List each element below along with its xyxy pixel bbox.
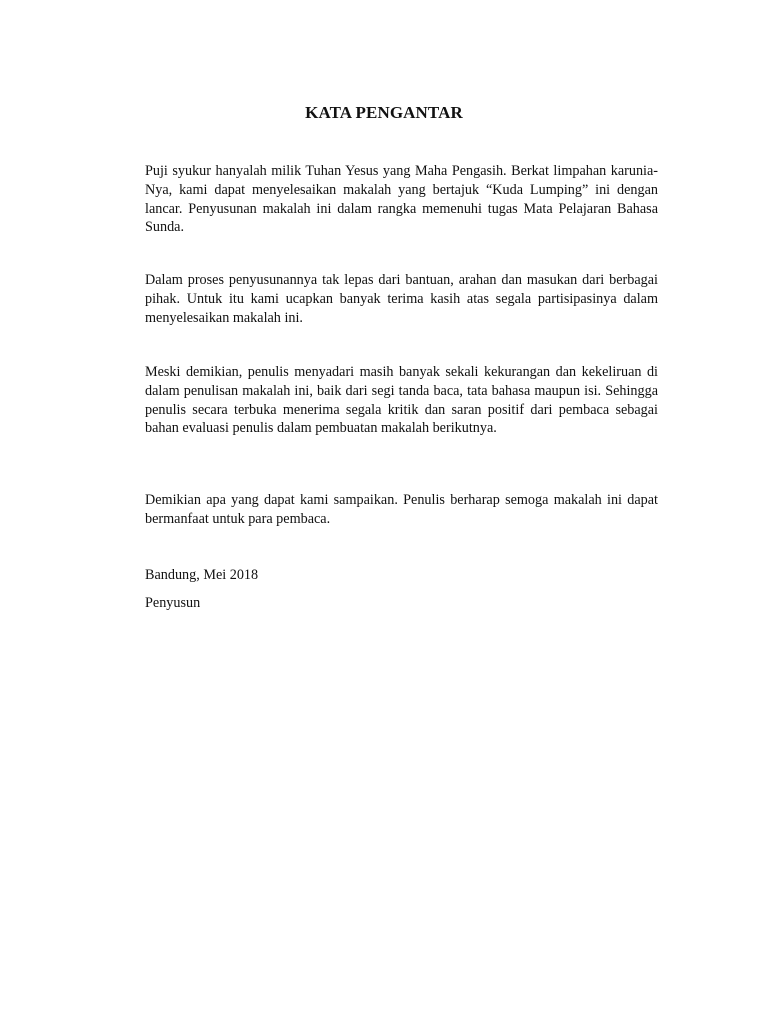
page-title: KATA PENGANTAR [305,103,463,122]
paragraph-shortcomings: Meski demikian, penulis menyadari masih banyak sekali kekurangan dan kekeliruan di dalam penulisan makalah ini, baik dari segi tanda baca, tata bahasa maupun isi. Sehingga penulis secara terbuka menerima segala kritik dan saran positif dari pembaca sebagai bahan evaluasi penulis dalam pembuatan makalah berikutnya. [145,364,658,437]
paragraph-closing: Demikian apa yang dapat kami sampaikan. Penulis berharap semoga makalah ini dapat bermanfaat untuk para pembaca. [145,492,658,527]
paragraph-acknowledgement: Dalam proses penyusunannya tak lepas dari bantuan, arahan dan masukan dari berbagai pihak. Untuk itu kami ucapkan banyak terima kasih atas segala partisipasinya dalam menyelesaikan makalah ini. [145,272,658,326]
place-date: Bandung, Mei 2018 [145,567,259,583]
paragraph-opening: Puji syukur hanyalah milik Tuhan Yesus yang Maha Pengasih. Berkat limpahan karunia-Nya, kami dapat menyelesaikan makalah yang bertajuk “Kuda Lumping” ini dengan lancar. Penyusunan makalah ini dalam rangka memenuhi tugas Mata Pelajaran Bahasa Sunda. [145,163,658,236]
signer: Penyusun [145,595,201,611]
